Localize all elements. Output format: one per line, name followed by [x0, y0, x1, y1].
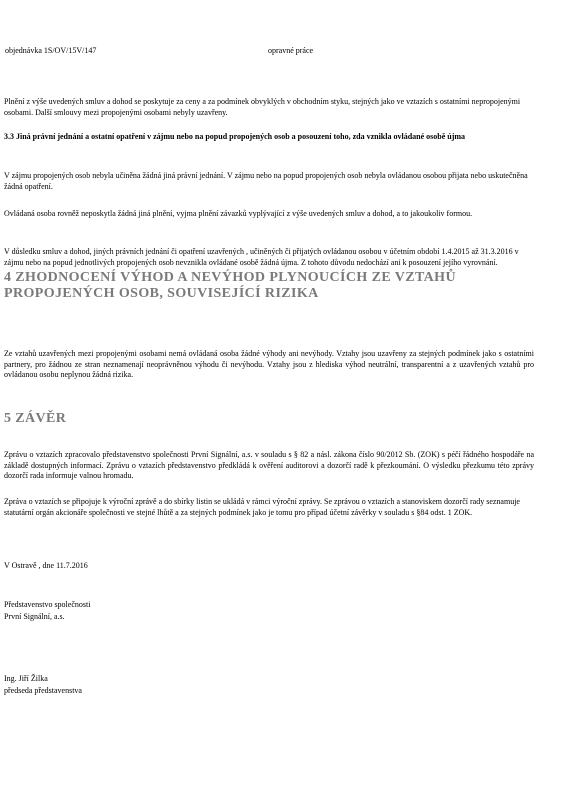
section-4-heading: 4 ZHODNOCENÍ VÝHOD A NEVÝHOD PLYNOUCÍCH ZE VZTAHŮ PROPOJENÝCH OSOB, SOUVISEJÍCÍ RIZIKA — [4, 270, 456, 301]
section-5-paragraph-2: Zpráva o vztazích se připojuje k výroční zprávě a do sbírky listin se ukládá v rámci výroční zprávy. Se zprávou o vztazích a stanoviskem dozorčí rady seznamuje statutární orgán akcionáře společnosti ve stejné lhůtě a za stejných podmínek jako je tomu pro případ účetní závěrky v souladu s §84 odst. 1 ZOK. — [4, 497, 520, 517]
place-and-date: V Ostravě , dne 11.7.2016 — [4, 561, 88, 570]
section-3-3-title: 3.3 Jiná právní jednání a ostatní opatření v zájmu nebo na popud propojených osob a posouzení toho, zda vznikla ovládané osobě újma — [4, 132, 466, 141]
signer-role: předseda představenstva — [4, 686, 82, 695]
board-name: Představenstvo společnosti — [4, 600, 91, 609]
section-3-3-paragraph-3: V důsledku smluv a dohod, jiných právních jednání či opatření uzavřených , učiněných či přijatých ovládanou osobou v účetním období 1.4.2015 až 31.3.2016 v zájmu nebo na popud jednotlivých propojených osob nevznikla ovládané osobě žádná újma. Z tohoto důvodu nedochází ani k posouzení jejího vyrovnání. — [4, 247, 519, 267]
order-type: opravné práce — [268, 46, 314, 55]
section-5-paragraph-1: Zprávu o vztazích zpracovalo představenstvo společnosti První Signální, a.s. v souladu s § 82 a násl. zákona číslo 90/2012 Sb. (ZOK) s péčí řádného hospodáře na základě dostupných informací. Zprávu o vztazích představenstvo předkládá k ověření auditorovi a dozorčí radě k přezkoumání. O výsledku přezkumu této zprávy dozorčí rada informuje valnou hromadu. — [4, 450, 534, 480]
company-name: První Signální, a.s. — [4, 612, 65, 621]
section-3-3-paragraph-2: Ovládaná osoba rovněž neposkytla žádná jiná plnění, vyjma plnění závazků vyplývající z výše uvedených smluv a dohod, a to jakoukoliv formou. — [4, 209, 473, 218]
order-number: objednávka 1S/OV/15V/147 — [5, 46, 97, 55]
section-3-3-paragraph-1: V zájmu propojených osob nebyla učiněna žádná jiná právní jednání. V zájmu nebo na popud propojených osob nebyla ovládanou osobou přijata nebo uskutečněna žádná opatření. — [4, 171, 528, 191]
section-4-paragraph: Ze vztahů uzavřených mezi propojenými osobami nemá ovládaná osoba žádné výhody ani nevýhody. Vztahy jsou uzavřeny za stejných podmínek jako s ostatními partnery, pro žádnou ze stran neznamenají neoprávněnou výhodu či nevýhodu. Vztahy jsou z hlediska výhod neutrální, transparentní a z uzavřených vztahů pro ovládanou osobu neplynou žádná rizika. — [4, 349, 534, 379]
section-5-heading: 5 ZÁVĚR — [4, 411, 67, 426]
intro-paragraph: Plnění z výše uvedených smluv a dohod se poskytuje za ceny a za podmínek obvyklých v obchodním styku, stejných jako ve vztazích s ostatními nepropojenými osobami. Další smlouvy mezi propojenými osobami nebyly uzavřeny. — [4, 97, 521, 117]
signer-name: Ing. Jiří Žilka — [4, 674, 48, 683]
